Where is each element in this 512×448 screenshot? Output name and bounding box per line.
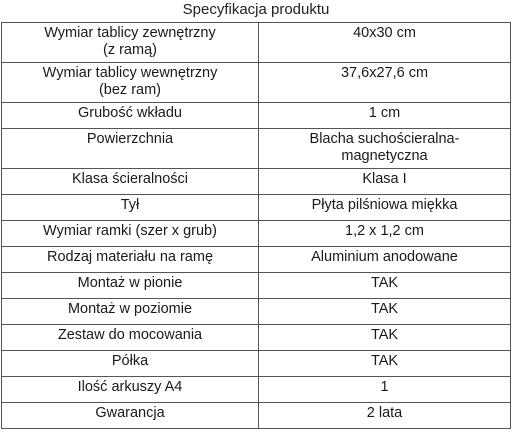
row-label: Grubość wkładu [2,103,259,129]
row-label: Półka [2,351,259,377]
table-row [2,377,511,403]
row-value: Klasa I [259,169,511,195]
table-row [2,195,511,221]
table-row [2,273,511,299]
row-label: Rodzaj materiału na ramę [2,247,259,273]
table-row [2,351,511,377]
table-row [2,403,511,429]
row-value: 2 lata [259,403,511,429]
table-title: Specyfikacja produktu [182,1,330,18]
row-label: Wymiar ramki (szer x grub) [2,221,259,247]
row-label: Montaż w poziomie [2,299,259,325]
row-label: Wymiar tablicy zewnętrzny (z ramą) [2,23,259,63]
row-label: Zestaw do mocowania [2,325,259,351]
table-row [2,129,511,169]
row-label: Klasa ścieralności [2,169,259,195]
row-value: 1,2 x 1,2 cm [259,221,511,247]
row-value: 40x30 cm [259,23,511,63]
row-value: Blacha suchościeralna- magnetyczna [259,129,511,169]
row-label: Montaż w pionie [2,273,259,299]
row-value: Aluminium anodowane [259,247,511,273]
table-row [2,103,511,129]
specification-table [1,22,511,429]
row-value: 37,6x27,6 cm [259,63,511,103]
row-value: Płyta pilśniowa miękka [259,195,511,221]
row-value: 1 [259,377,511,403]
row-value: TAK [259,351,511,377]
row-label: Ilość arkuszy A4 [2,377,259,403]
table-row [2,169,511,195]
row-value: TAK [259,299,511,325]
row-label: Gwarancja [2,403,259,429]
table-row [2,221,511,247]
row-label: Tył [2,195,259,221]
table-row [2,247,511,273]
row-value: 1 cm [259,103,511,129]
row-label: Wymiar tablicy wewnętrzny (bez ram) [2,63,259,103]
table-row [2,63,511,103]
row-value: TAK [259,273,511,299]
table-row [2,23,511,63]
row-value: TAK [259,325,511,351]
table-row [2,325,511,351]
table-row [2,299,511,325]
row-label: Powierzchnia [2,129,259,169]
